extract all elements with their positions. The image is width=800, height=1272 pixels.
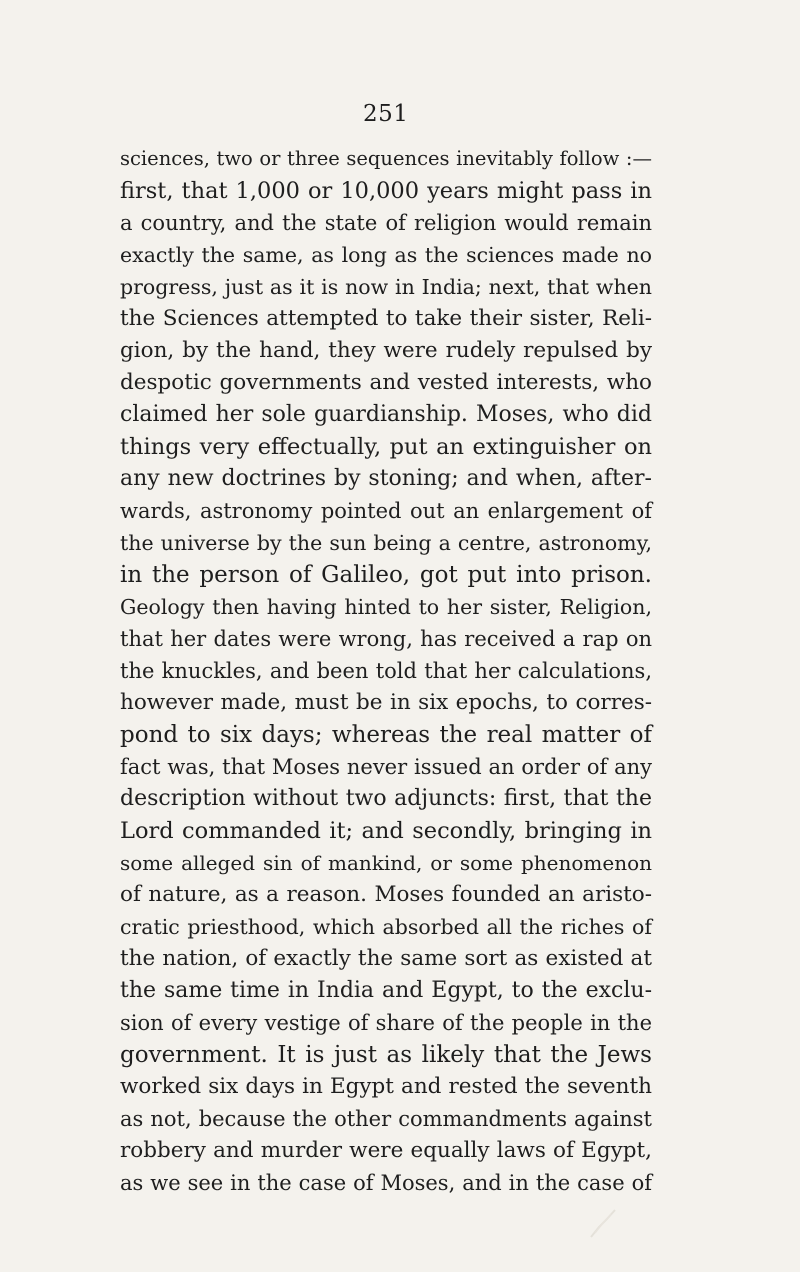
text-line: pond to six days; whereas the real matter of xyxy=(120,722,652,748)
text-line: robbery and murder were equally laws of Egypt, xyxy=(120,1138,652,1163)
text-line: wards, astronomy pointed out an enlargement of xyxy=(120,499,652,523)
text-line: some alleged sin of mankind, or some phenomenon xyxy=(120,851,652,875)
text-line: of nature, as a reason. Moses founded an aristo- xyxy=(120,882,652,907)
text-line: things very effectually, put an extinguisher on xyxy=(120,434,652,460)
text-line: the same time in India and Egypt, to the exclu- xyxy=(120,978,652,1003)
text-line: the universe by the sun being a centre, astronomy, xyxy=(120,531,652,555)
text-line: Geology then having hinted to her sister, Religion, xyxy=(120,595,652,619)
text-line: progress, just as it is now in India; next, that when xyxy=(120,275,652,299)
text-line: the knuckles, and been told that her calculations, xyxy=(120,659,652,683)
text-line: Lord commanded it; and secondly, bringing in xyxy=(120,818,652,844)
text-line: in the person of Galileo, got put into prison. xyxy=(120,562,652,588)
text-line: any new doctrines by stoning; and when, after- xyxy=(120,466,652,491)
text-line: the Sciences attempted to take their sister, Reli- xyxy=(120,306,652,331)
body-text xyxy=(120,143,652,1199)
text-line: claimed her sole guardianship. Moses, who did xyxy=(120,402,652,427)
text-line: cratic priesthood, which absorbed all the riches of xyxy=(120,915,652,939)
text-line: worked six days in Egypt and rested the seventh xyxy=(120,1074,652,1099)
text-line: first, that 1,000 or 10,000 years might pass in xyxy=(120,178,652,204)
page-number: 251 xyxy=(363,101,409,127)
text-line: sion of every vestige of share of the people in the xyxy=(120,1011,652,1035)
text-line: fact was, that Moses never issued an order of any xyxy=(120,755,652,779)
text-line: as we see in the case of Moses, and in the case of xyxy=(120,1171,652,1195)
text-line: despotic governments and vested interests, who xyxy=(120,370,652,395)
text-line: exactly the same, as long as the sciences made no xyxy=(120,243,652,267)
text-line: description without two adjuncts: first, that the xyxy=(120,786,652,811)
paper-smudge xyxy=(585,1205,625,1245)
text-line: sciences, two or three sequences inevitably follow :— xyxy=(120,147,652,170)
text-line: government. It is just as likely that the Jews xyxy=(120,1042,652,1068)
text-line: the nation, of exactly the same sort as existed at xyxy=(120,946,652,971)
text-line: as not, because the other commandments against xyxy=(120,1107,652,1131)
text-line: however made, must be in six epochs, to corres- xyxy=(120,690,652,715)
text-line: gion, by the hand, they were rudely repulsed by xyxy=(120,338,652,363)
text-line: a country, and the state of religion would remain xyxy=(120,211,652,235)
text-line: that her dates were wrong, has received a rap on xyxy=(120,627,652,651)
